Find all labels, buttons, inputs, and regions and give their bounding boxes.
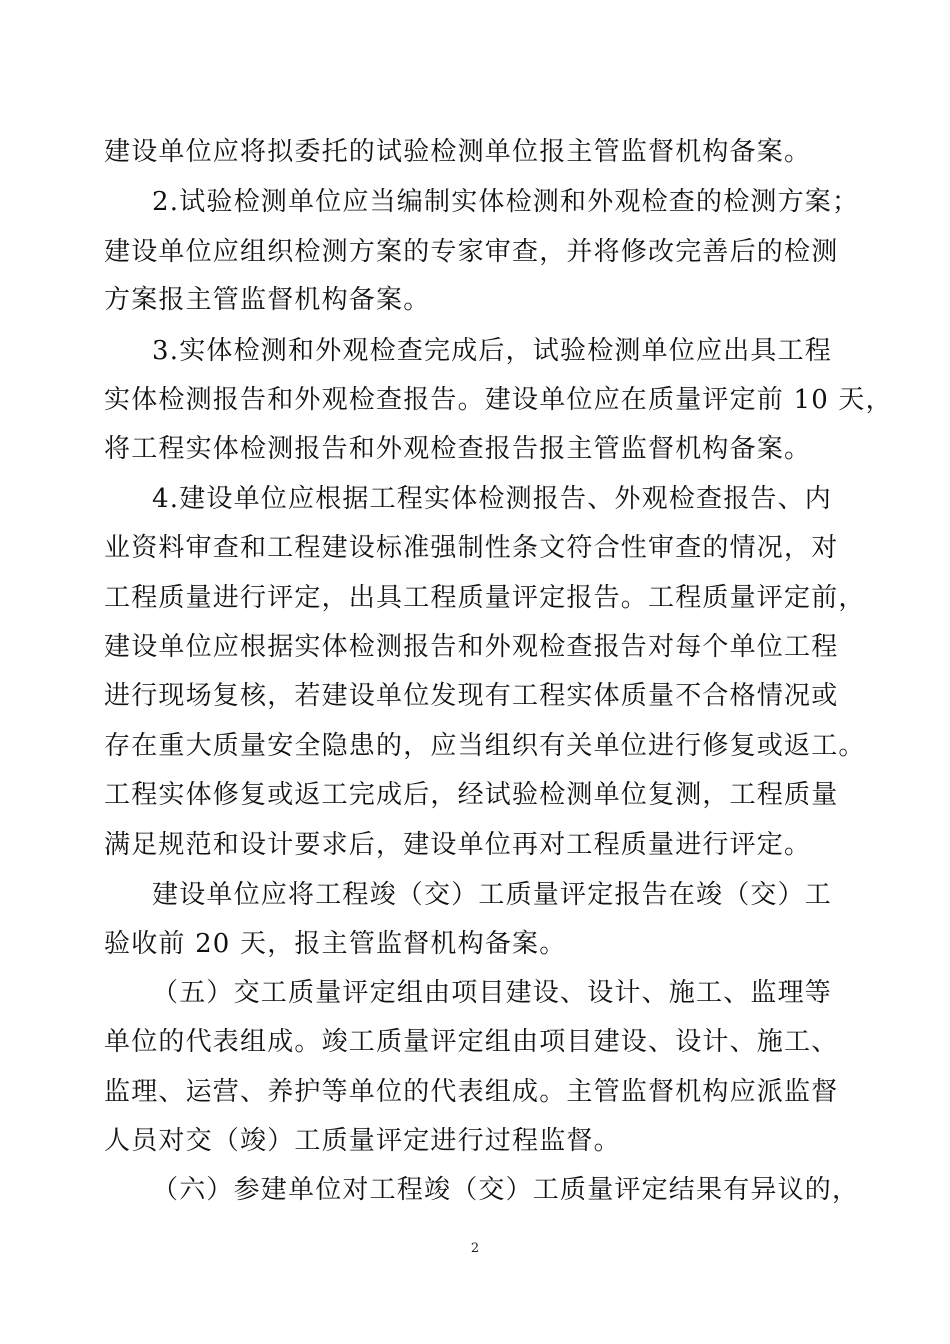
text-line-10: 工程质量进行评定，出具工程质量评定报告。工程质量评定前， <box>104 583 866 613</box>
text-line-21: 人员对交（竣）工质量评定进行过程监督。 <box>104 1126 621 1156</box>
page-number: 2 <box>470 1241 480 1256</box>
text-line-4: 方案报主管监督机构备案。 <box>104 285 431 315</box>
text-line-11: 建设单位应根据实体检测报告和外观检查报告对每个单位工程 <box>104 632 839 662</box>
text-line-13: 存在重大质量安全隐患的，应当组织有关单位进行修复或返工。 <box>104 731 866 761</box>
text-line-7: 将工程实体检测报告和外观检查报告报主管监督机构备案。 <box>104 434 812 464</box>
text-line-5: 3.实体检测和外观检查完成后，试验检测单位应出具工程 <box>152 336 833 366</box>
text-line-12: 进行现场复核，若建设单位发现有工程实体质量不合格情况或 <box>104 681 839 711</box>
text-line-20: 监理、运营、养护等单位的代表组成。主管监督机构应派监督 <box>104 1077 839 1107</box>
text-line-14: 工程实体修复或返工完成后，经试验检测单位复测，工程质量 <box>104 780 839 810</box>
text-line-22: （六）参建单位对工程竣（交）工质量评定结果有异议的， <box>152 1175 860 1205</box>
text-line-18: （五）交工质量评定组由项目建设、设计、施工、监理等 <box>152 978 833 1008</box>
text-line-1: 建设单位应将拟委托的试验检测单位报主管监督机构备案。 <box>104 137 812 167</box>
text-line-9: 业资料审查和工程建设标准强制性条文符合性审查的情况，对 <box>104 533 839 563</box>
text-line-17: 验收前 20 天，报主管监督机构备案。 <box>104 929 567 959</box>
text-line-6: 实体检测报告和外观检查报告。建设单位应在质量评定前 10 天， <box>104 385 893 415</box>
text-line-3: 建设单位应组织检测方案的专家审查，并将修改完善后的检测 <box>104 237 839 267</box>
text-line-15: 满足规范和设计要求后，建设单位再对工程质量进行评定。 <box>104 830 812 860</box>
text-line-8: 4.建设单位应根据工程实体检测报告、外观检查报告、内 <box>152 484 833 514</box>
text-line-16: 建设单位应将工程竣（交）工质量评定报告在竣（交）工 <box>152 880 833 910</box>
text-line-2: 2.试验检测单位应当编制实体检测和外观检查的检测方案； <box>152 187 860 217</box>
text-line-19: 单位的代表组成。竣工质量评定组由项目建设、设计、施工、 <box>104 1027 839 1057</box>
